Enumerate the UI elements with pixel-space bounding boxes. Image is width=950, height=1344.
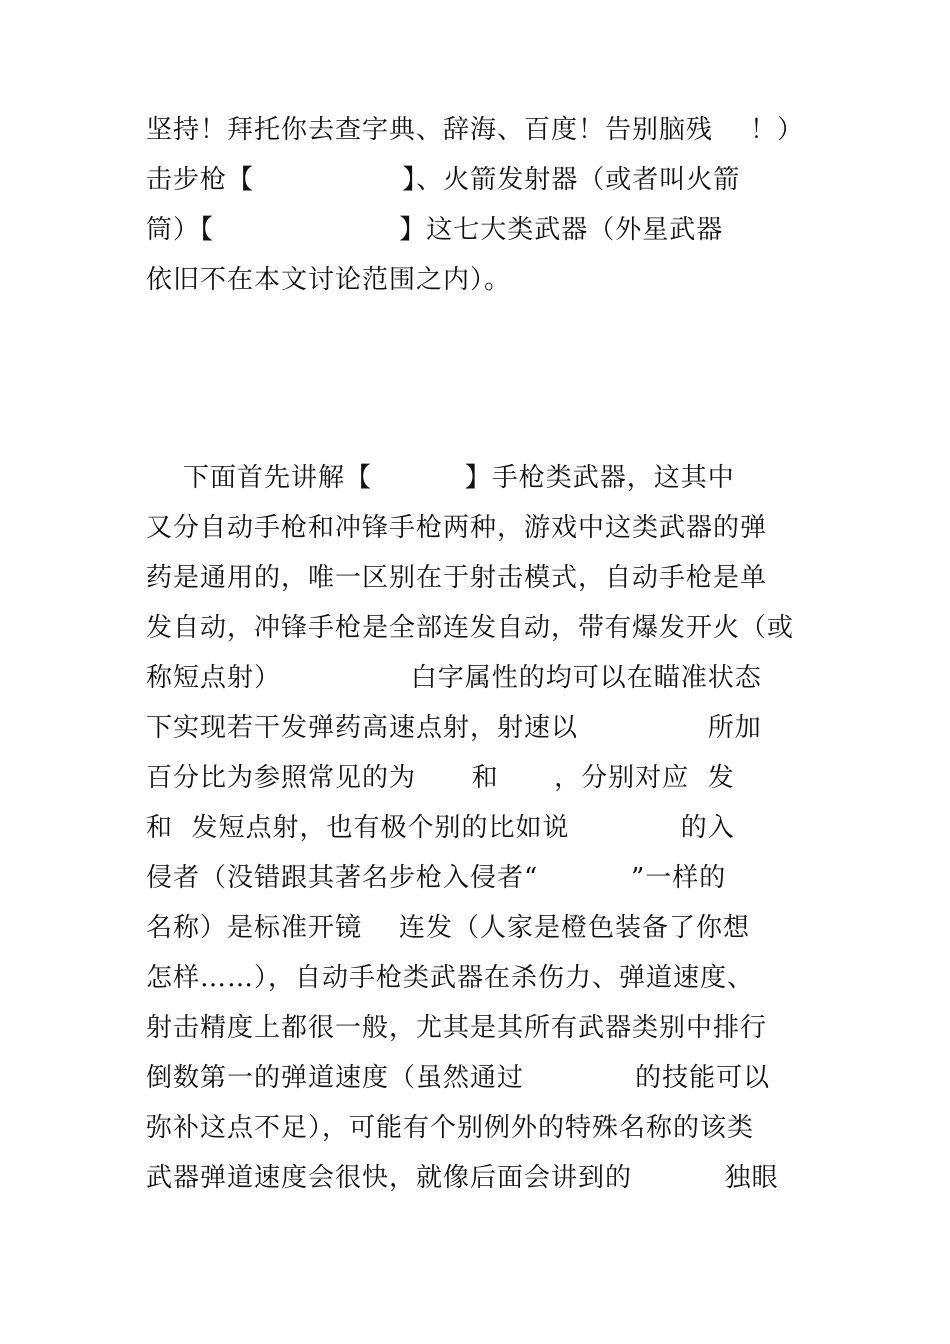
paragraph-1-line-4: 依旧不在本文讨论范围之内）。 <box>146 265 512 295</box>
paragraph-2-line-8: 和 发短点射，也有极个别的比如说 的入 <box>146 813 735 843</box>
paragraph-2-line-15: 武器弹道速度会很快，就像后面会讲到的 独眼 <box>146 1163 779 1193</box>
paragraph-2-line-11: 怎样……），自动手枪类武器在杀伤力、弹道速度、 <box>146 963 755 993</box>
paragraph-2-line-7: 百分比为参照常见的为 和 ，分别对应 发 <box>146 763 735 793</box>
paragraph-2-line-10: 名称）是标准开镜 连发（人家是橙色装备了你想 <box>146 913 751 943</box>
paragraph-2-line-2: 又分自动手枪和冲锋手枪两种，游戏中这类武器的弹 <box>146 513 768 543</box>
paragraph-2-line-14: 弥补这点不足），可能有个别例外的特殊名称的该类 <box>146 1113 755 1143</box>
paragraph-2-line-6: 下实现若干发弹药高速点射，射速以 所加 <box>146 713 762 743</box>
paragraph-2-line-4: 发自动，冲锋手枪是全部连发自动，带有爆发开火（或 <box>146 613 795 643</box>
paragraph-1-line-3: 筒）【 】这七大类武器（外星武器 <box>146 215 724 245</box>
paragraph-2-line-9: 侵者（没错跟其著名步枪入侵者“ ”一样的 <box>146 863 727 893</box>
paragraph-1-line-2: 击步枪【 】、火箭发射器（或者叫火箭 <box>146 165 741 195</box>
paragraph-2-line-13: 倒数第一的弹道速度（虽然通过 的技能可以 <box>146 1063 771 1093</box>
paragraph-1-line-1: 坚持！拜托你去查字典、辞海、百度！告别脑残 ！） <box>146 115 805 145</box>
paragraph-2-line-3: 药是通用的，唯一区别在于射击模式，自动手枪是单 <box>146 563 768 593</box>
paragraph-2-line-1: 下面首先讲解【 】手枪类武器，这其中 <box>146 463 735 493</box>
paragraph-2-line-12: 射击精度上都很一般，尤其是其所有武器类别中排行 <box>146 1013 768 1043</box>
paragraph-2-line-5: 称短点射） 白字属性的均可以在瞄准状态 <box>146 663 762 693</box>
